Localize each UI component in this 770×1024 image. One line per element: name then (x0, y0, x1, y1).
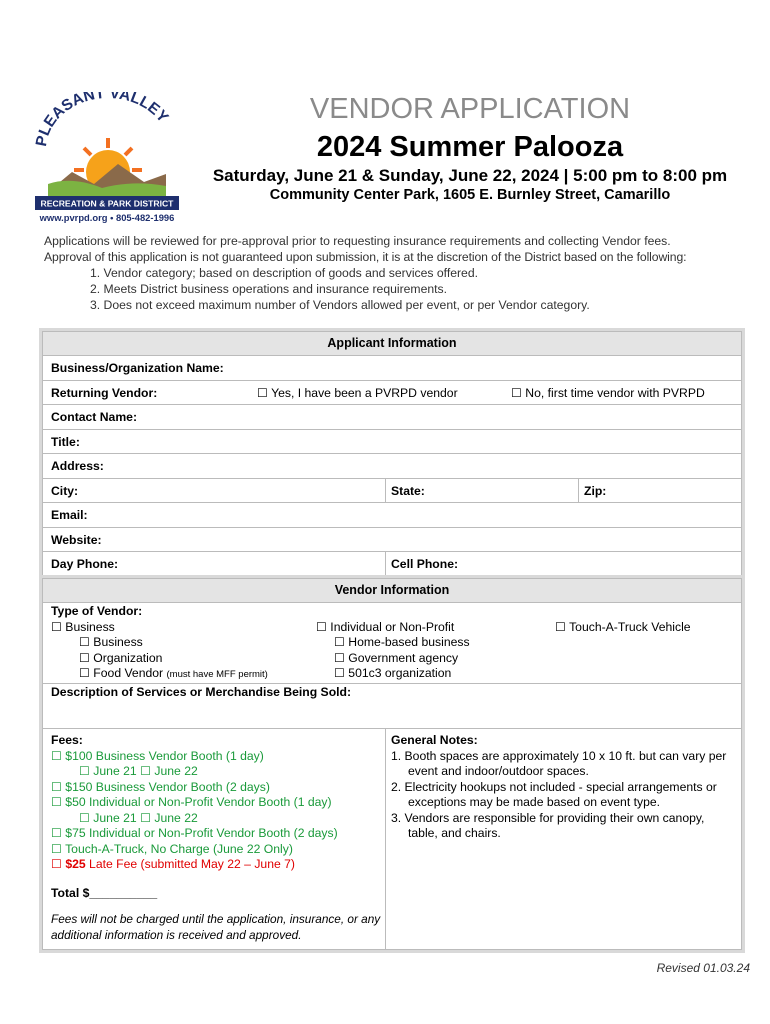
city-state-zip-row[interactable] (43, 479, 741, 504)
description-block[interactable] (43, 684, 741, 729)
fee-touch-a-truck-checkbox[interactable]: ☐ Touch-A-Truck, No Charge (June 22 Only) (51, 841, 293, 856)
fee-business-1day-checkbox[interactable]: ☐ $100 Business Vendor Booth (1 day) (51, 748, 264, 763)
intro-line-1: Applications will be reviewed for pre-approval prior to requesting insurance requirements and collecting Vendor fees. (44, 234, 671, 248)
svg-text:PLEASANT VALLEY (33, 92, 172, 148)
event-location: Community Center Park, 1605 E. Burnley Street, Camarillo (269, 187, 671, 203)
logo-arc-text: PLEASANT VALLEY (33, 92, 172, 148)
event-dates: Saturday, June 21 & Sunday, June 22, 2024 | 5:00 pm to 8:00 pm (212, 166, 728, 185)
city-label: City: (51, 483, 79, 498)
intro-line-2: Approval of this application is not guaranteed upon submission, it is at the discretion of the District based on the following: (44, 250, 687, 264)
zip-label: Zip: (584, 483, 607, 498)
note-2: 2. Electricity hookups not included - special arrangements or exceptions may be made based on event type. (391, 779, 717, 809)
fee-individual-2day-checkbox[interactable]: ☐ $75 Individual or Non-Profit Vendor Booth (2 days) (51, 826, 338, 840)
fee-individual-1day-checkbox[interactable]: ☐ $50 Individual or Non-Profit Vendor Booth (1 day) (51, 795, 332, 809)
vendor-type-label: Type of Vendor: (51, 604, 143, 618)
business-name-row[interactable] (43, 356, 741, 381)
vendor-info-heading: Vendor Information (43, 579, 741, 603)
food-vendor-note: (must have MFF permit) (166, 669, 268, 680)
fees-column (51, 733, 381, 943)
vendor-info-section (42, 578, 742, 950)
title-label: Title: (51, 434, 80, 449)
revised-date: Revised 01.03.24 (656, 961, 750, 975)
late-fee-amount: $25 (65, 857, 86, 871)
type-food-vendor-checkbox[interactable] (79, 666, 268, 683)
applicant-info-heading: Applicant Information (43, 332, 741, 356)
fees-note: Fees will not be charged until the application, insurance, or any additional information is received and approved. (51, 912, 381, 942)
logo-contact-text: www.pvrpd.org • 805-482-1996 (39, 212, 175, 223)
title-row[interactable] (43, 430, 741, 455)
intro-text (44, 233, 754, 313)
note-1: 1. Booth spaces are approximately 10 x 10 ft. but can vary per event and indoor/outdoor spaces. (391, 748, 727, 778)
fee-late-checkbox[interactable] (51, 857, 381, 873)
page-title: VENDOR APPLICATION (309, 93, 631, 125)
state-label: State: (391, 483, 425, 498)
fee-business-1day-dates[interactable]: ☐ June 21 ☐ June 22 (79, 764, 198, 778)
address-label: Address: (51, 459, 104, 473)
food-vendor-label: ☐ Food Vendor (79, 666, 164, 680)
website-label: Website: (51, 532, 102, 547)
returning-vendor-label: Returning Vendor: (51, 385, 158, 400)
fee-individual-1day-dates[interactable]: ☐ June 21 ☐ June 22 (79, 810, 198, 825)
fees-label: Fees: (51, 733, 83, 747)
pvrpd-logo (32, 92, 182, 224)
type-business-sub-checkbox[interactable]: ☐ Business (79, 635, 143, 649)
phone-row[interactable] (43, 552, 741, 576)
contact-name-label: Contact Name: (51, 410, 138, 424)
type-touch-a-truck-checkbox[interactable]: ☐ Touch-A-Truck Vehicle (555, 619, 691, 634)
business-name-label: Business/Organization Name: (51, 361, 224, 375)
cell-phone-label: Cell Phone: (391, 557, 459, 571)
type-individual-checkbox[interactable]: ☐ Individual or Non-Profit (316, 619, 455, 634)
event-title: 2024 Summer Palooza (316, 131, 624, 163)
type-501c3-checkbox[interactable]: ☐ 501c3 organization (334, 666, 452, 680)
returning-no-checkbox[interactable]: ☐ No, first time vendor with PVRPD (511, 385, 705, 400)
total-field[interactable]: Total $__________ (51, 885, 158, 900)
address-row[interactable] (43, 454, 741, 479)
type-government-checkbox[interactable]: ☐ Government agency (334, 650, 459, 665)
intro-item-2: 2. Meets District business operations and insurance requirements. (90, 282, 447, 296)
email-label: Email: (51, 508, 88, 522)
late-fee-box: ☐ (51, 857, 66, 871)
returning-vendor-row (43, 381, 741, 406)
intro-item-1: 1. Vendor category; based on description of goods and services offered. (90, 266, 478, 280)
late-fee-text: Late Fee (submitted May 22 – June 7) (85, 857, 295, 871)
description-label: Description of Services or Merchandise Being Sold: (51, 685, 352, 699)
contact-name-row[interactable] (43, 405, 741, 430)
type-business-checkbox[interactable]: ☐ Business (51, 619, 115, 634)
email-row[interactable] (43, 503, 741, 528)
website-row[interactable] (43, 528, 741, 553)
fees-notes-block (43, 729, 741, 949)
logo-banner-text: RECREATION & PARK DISTRICT (40, 198, 174, 209)
type-organization-checkbox[interactable]: ☐ Organization (79, 650, 163, 665)
intro-item-3: 3. Does not exceed maximum number of Vendors allowed per event, or per Vendor category. (90, 298, 590, 312)
returning-yes-checkbox[interactable]: ☐ Yes, I have been a PVRPD vendor (257, 385, 458, 400)
general-notes-label: General Notes: (391, 733, 478, 747)
general-notes-column (391, 733, 729, 842)
note-3: 3. Vendors are responsible for providing their own canopy, table, and chairs. (391, 810, 705, 840)
type-home-business-checkbox[interactable]: ☐ Home-based business (334, 635, 470, 649)
fee-business-2day-checkbox[interactable]: ☐ $150 Business Vendor Booth (2 days) (51, 779, 270, 794)
applicant-info-section (42, 331, 742, 577)
day-phone-label: Day Phone: (51, 557, 119, 571)
vendor-type-block (43, 603, 741, 684)
